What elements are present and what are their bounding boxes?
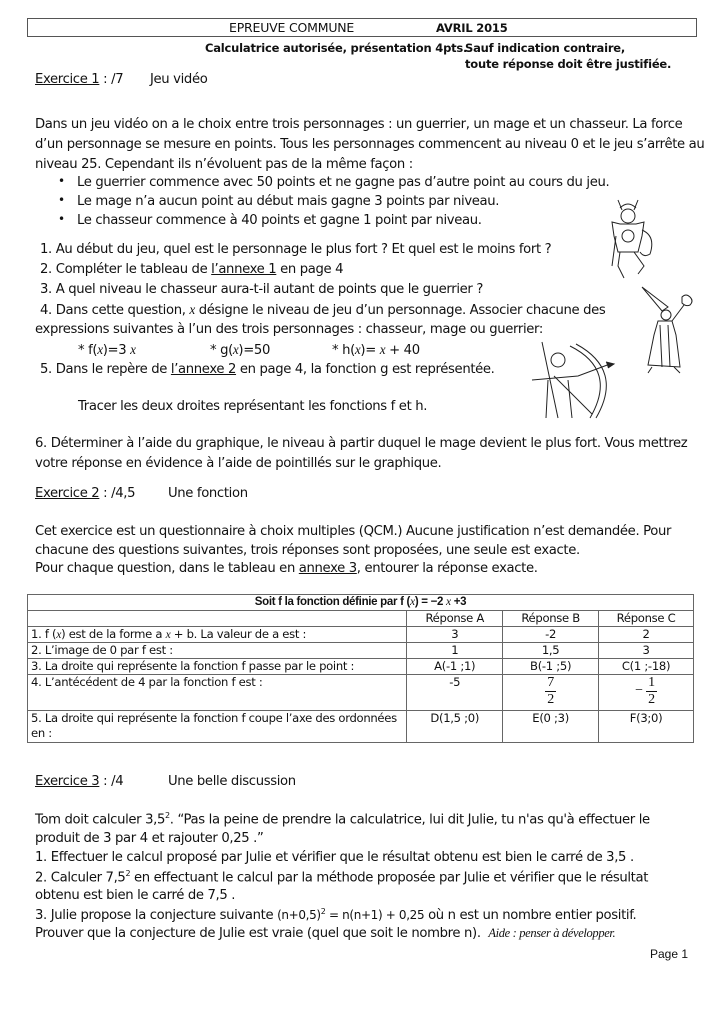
exercise-2-heading	[35, 486, 135, 501]
justification-note-1: Sauf indication contraire,	[465, 41, 626, 55]
bullet-icon: •	[58, 212, 66, 226]
annexe-1-link[interactable]: l’annexe 1	[211, 262, 277, 277]
ex2-intro-line-1: Cet exercice est un questionnaire à choix multiples (QCM.) Aucune justification n’est demandée. Pour	[35, 524, 672, 539]
answer-b[interactable]: 1,5	[503, 643, 599, 659]
ex3-question-3-line-2: Prouver que la conjecture de Julie est vraie (quel que soit le nombre n). Aide : penser à développer.	[35, 926, 616, 941]
answer-a[interactable]: -5	[407, 675, 503, 711]
ex1-question-6-line-2: votre réponse en évidence à l’aide de pointillés sur le graphique.	[35, 456, 442, 471]
exam-title: EPREUVE COMMUNE	[229, 20, 355, 35]
conjecture-formula: $(n+0,5)^2 = n(n+1) + 0,25$	[277, 907, 425, 922]
table-header-row	[28, 611, 694, 627]
table-row	[28, 711, 694, 743]
exam-date: AVRIL 2015	[436, 21, 508, 35]
exercise-1-label: Exercice 1	[35, 72, 100, 87]
exercise-2-title: Une fonction	[168, 486, 248, 501]
answer-a[interactable]: A(-1 ;1)	[407, 659, 503, 675]
exercise-1-heading	[35, 72, 123, 87]
ex3-paragraph-line-2: produit de 3 par 4 et rajouter 0,25 .”	[35, 831, 264, 846]
header-box	[27, 18, 697, 37]
table-row	[28, 675, 694, 711]
warrior-illustration	[598, 196, 658, 284]
table-title: Soit f la fonction définie par f (x) = −2 x +3	[28, 595, 694, 611]
fraction-minus-one-half: $\frac{1}{2}$	[648, 675, 655, 707]
table-row	[28, 627, 694, 643]
expression-h: * h(x)= x + 40	[332, 342, 420, 358]
ex1-intro-line-3: niveau 25. Cependant ils n’évoluent pas de la même façon :	[35, 157, 413, 172]
ex1-question-3: 3. A quel niveau le chasseur aura-t-il autant de points que le guerrier ?	[40, 282, 483, 297]
justification-note-2: toute réponse doit être justifiée.	[465, 57, 672, 71]
exercise-3-points: : /4	[99, 774, 124, 789]
bullet-icon: •	[58, 193, 66, 207]
question-cell: 3. La droite qui représente la fonction f passe par le point :	[28, 659, 407, 675]
expression-g: * g(x)=50	[210, 342, 270, 358]
question-cell: 4. L’antécédent de 4 par la fonction f est :	[28, 675, 407, 711]
annexe-2-link[interactable]: l’annexe 2	[170, 362, 237, 377]
ex3-question-2: 2. Calculer $7,5^2$ en effectuant le calcul par la méthode proposée par Julie et vérifier que le résultat	[35, 869, 649, 886]
answer-c[interactable]: 3	[599, 643, 694, 659]
ex1-question-5: 5. Dans le repère de l’annexe 2 en page 4, la fonction g est représentée.	[40, 362, 495, 377]
table-title-row	[28, 595, 694, 611]
question-cell: 1. f (x) est de la forme a x + b. La valeur de a est :	[28, 627, 407, 643]
calculator-note: Calculatrice autorisée, présentation 4pts.	[205, 41, 468, 55]
ex2-intro-line-2: chacune des questions suivantes, trois réponses sont proposées, une seule est exacte.	[35, 543, 580, 558]
table-row	[28, 659, 694, 675]
annexe-3-link[interactable]: annexe 3	[298, 561, 357, 576]
bullet-hunter: Le chasseur commence à 40 points et gagne 1 point par niveau.	[77, 213, 482, 228]
ex3-question-1: 1. Effectuer le calcul proposé par Julie et vérifier que le résultat obtenu est bien le carré de 3,5 .	[35, 850, 634, 865]
header-response-c: Réponse C	[599, 611, 694, 627]
ex1-question-4: 4. Dans cette question, x désigne le niveau de jeu d’un personnage. Associer chacune des	[40, 302, 606, 318]
answer-a[interactable]: 1	[407, 643, 503, 659]
answer-b[interactable]: -2	[503, 627, 599, 643]
answer-c[interactable]: 2	[599, 627, 694, 643]
bullet-warrior: Le guerrier commence avec 50 points et ne gagne pas d’autre point au cours du jeu.	[77, 175, 610, 190]
archer-illustration	[528, 340, 628, 420]
exercise-3-heading	[35, 774, 123, 789]
expression-f: * f(x)=3 x	[78, 342, 136, 358]
ex1-question-4-line-2: expressions suivantes à l’un des trois personnages : chasseur, mage ou guerrier:	[35, 322, 543, 337]
answer-a[interactable]: D(1,5 ;0)	[407, 711, 503, 743]
ex3-paragraph-line-1: Tom doit calculer $3,5^2$. “Pas la peine de prendre la calculatrice, lui dit Julie, tu n'as qu'à effectuer le	[35, 811, 650, 828]
ex2-intro-line-3: Pour chaque question, dans le tableau en annexe 3, entourer la réponse exacte.	[35, 561, 538, 576]
question-cell: 5. La droite qui représente la fonction f coupe l’axe des ordonnées en :	[28, 711, 407, 743]
ex1-question-6-line-1: 6. Déterminer à l’aide du graphique, le niveau à partir duquel le mage devient le plus fort. Vous mettrez	[35, 436, 688, 451]
header-response-b: Réponse B	[503, 611, 599, 627]
ex1-question-1: 1. Au début du jeu, quel est le personnage le plus fort ? Et quel est le moins fort ?	[40, 242, 552, 257]
fraction-seven-halves: $\frac{7}{2}$	[547, 675, 554, 707]
question-cell: 2. L’image de 0 par f est :	[28, 643, 407, 659]
ex1-intro-line-2: d’un personnage se mesure en points. Tous les personnages commencent au niveau 0 et le jeu s’arrête au	[35, 137, 705, 152]
exercise-3-label: Exercice 3	[35, 774, 100, 789]
ex3-question-3: 3. Julie propose la conjecture suivante $(n+0,5)^2 = n(n+1) + 0,25$ où n est un nombre entier positif.	[35, 907, 637, 923]
exercise-2-points: : /4,5	[99, 486, 136, 501]
qcm-table	[27, 594, 694, 743]
page-number: Page 1	[650, 947, 689, 961]
ex1-intro-line-1: Dans un jeu vidéo on a le choix entre trois personnages : un guerrier, un mage et un chasseur. La force	[35, 117, 683, 132]
answer-b[interactable]	[503, 675, 599, 711]
ex1-question-5-instruction: Tracer les deux droites représentant les fonctions f et h.	[78, 399, 428, 414]
ex1-question-2: 2. Compléter le tableau de l’annexe 1 en page 4	[40, 262, 344, 277]
answer-a[interactable]: 3	[407, 627, 503, 643]
exercise-2-label: Exercice 2	[35, 486, 100, 501]
answer-b[interactable]: B(-1 ;5)	[503, 659, 599, 675]
answer-b[interactable]: E(0 ;3)	[503, 711, 599, 743]
answer-c[interactable]: F(3;0)	[599, 711, 694, 743]
ex3-question-2-line-2: obtenu est bien le carré de 7,5 .	[35, 888, 236, 903]
wizard-illustration	[640, 285, 700, 375]
answer-c[interactable]: C(1 ;-18)	[599, 659, 694, 675]
exercise-1-title: Jeu vidéo	[150, 72, 208, 87]
exercise-3-title: Une belle discussion	[168, 774, 296, 789]
exercise-1-points: : /7	[99, 72, 124, 87]
bullet-mage: Le mage n’a aucun point au début mais gagne 3 points par niveau.	[77, 194, 500, 209]
answer-c[interactable]: − $\frac{1}{2}$	[599, 675, 694, 711]
hint-text: Aide : penser à développer.	[488, 926, 616, 940]
table-row	[28, 643, 694, 659]
header-response-a: Réponse A	[407, 611, 503, 627]
bullet-icon: •	[58, 174, 66, 188]
